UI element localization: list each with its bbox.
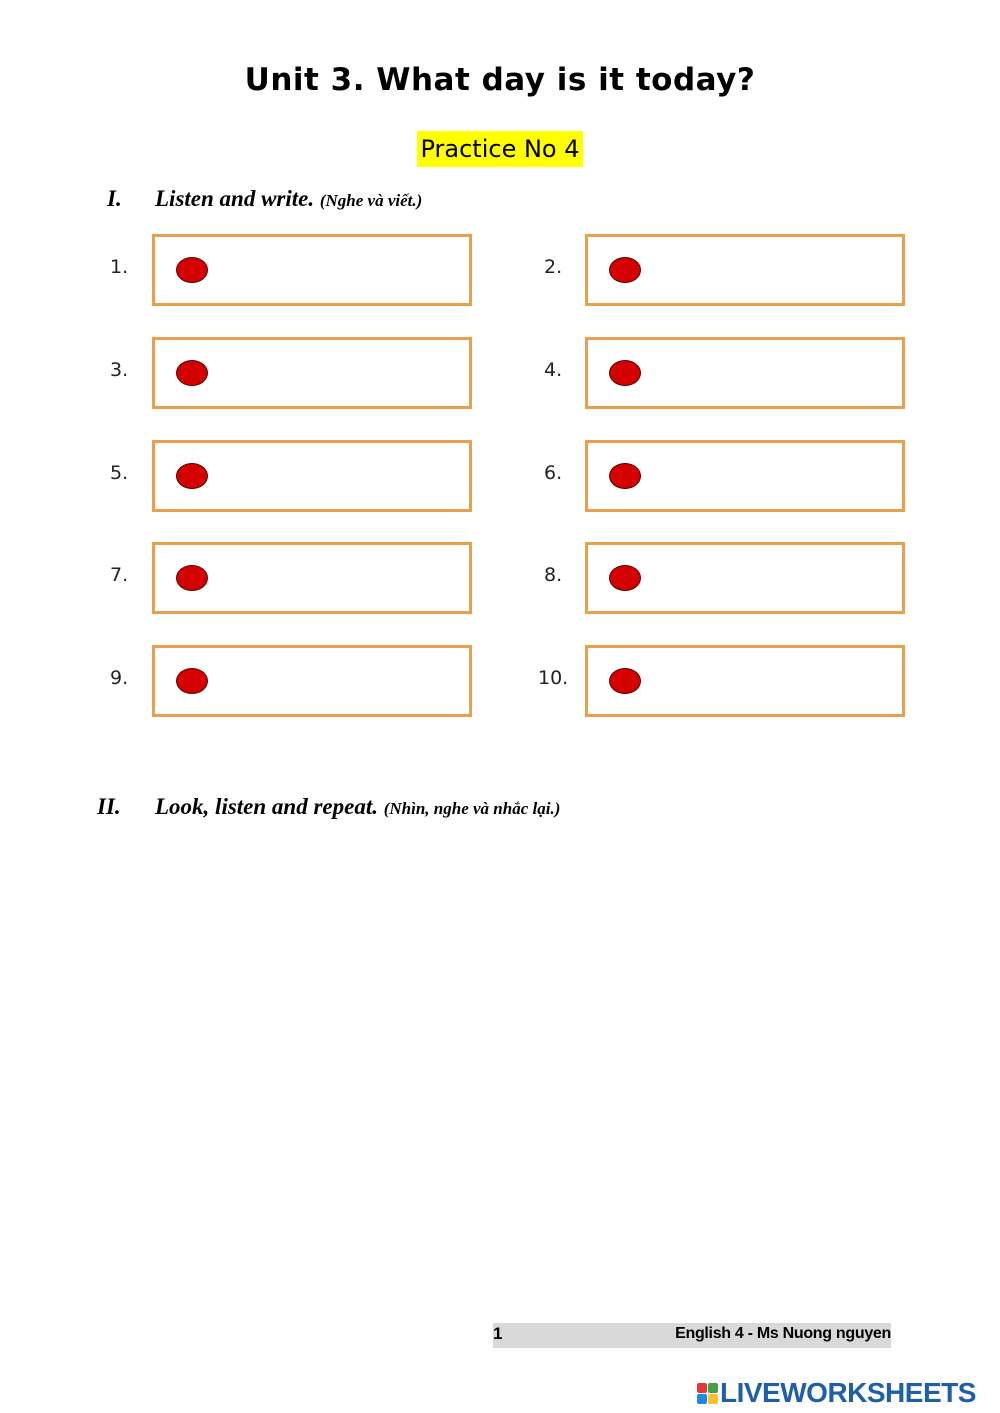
item-number: 2. bbox=[544, 256, 563, 278]
page-footer bbox=[493, 1323, 891, 1348]
record-button-icon[interactable] bbox=[176, 257, 208, 283]
section-1-number: I. bbox=[107, 186, 122, 211]
practice-subtitle: Practice No 4 bbox=[417, 131, 582, 167]
answer-box-5[interactable] bbox=[152, 440, 472, 512]
item-number: 10. bbox=[538, 667, 569, 689]
record-button-icon[interactable] bbox=[176, 463, 208, 489]
page-number: 1 bbox=[493, 1324, 503, 1343]
section-2-heading bbox=[97, 794, 561, 820]
answer-box-2[interactable] bbox=[585, 234, 905, 306]
logo-icon bbox=[697, 1383, 718, 1404]
section-1-heading bbox=[107, 186, 423, 212]
section-1-title: Listen and write. bbox=[155, 186, 315, 211]
section-2-note: (Nhìn, nghe và nhắc lại.) bbox=[383, 799, 561, 818]
footer-credit: English 4 - Ms Nuong nguyen bbox=[675, 1325, 891, 1342]
item-number: 5. bbox=[110, 462, 129, 484]
answer-box-4[interactable] bbox=[585, 337, 905, 409]
section-2-title: Look, listen and repeat. bbox=[155, 794, 378, 819]
section-1-note: (Nghe và viết.) bbox=[319, 191, 423, 210]
answer-box-1[interactable] bbox=[152, 234, 472, 306]
record-button-icon[interactable] bbox=[609, 668, 641, 694]
item-number: 6. bbox=[544, 462, 563, 484]
item-number: 3. bbox=[110, 359, 129, 381]
answer-box-3[interactable] bbox=[152, 337, 472, 409]
answer-box-9[interactable] bbox=[152, 645, 472, 717]
item-number: 1. bbox=[110, 256, 129, 278]
answer-box-10[interactable] bbox=[585, 645, 905, 717]
record-button-icon[interactable] bbox=[609, 565, 641, 591]
record-button-icon[interactable] bbox=[176, 565, 208, 591]
item-number: 4. bbox=[544, 359, 563, 381]
record-button-icon[interactable] bbox=[176, 360, 208, 386]
record-button-icon[interactable] bbox=[609, 360, 641, 386]
item-number: 8. bbox=[544, 564, 563, 586]
page-title: Unit 3. What day is it today? bbox=[244, 62, 756, 98]
record-button-icon[interactable] bbox=[176, 668, 208, 694]
section-2-number: II. bbox=[97, 794, 121, 819]
liveworksheets-logo[interactable] bbox=[697, 1376, 976, 1410]
brand-name: LIVEWORKSHEETS bbox=[720, 1377, 976, 1408]
answer-box-6[interactable] bbox=[585, 440, 905, 512]
record-button-icon[interactable] bbox=[609, 463, 641, 489]
item-number: 7. bbox=[110, 564, 129, 586]
answer-box-7[interactable] bbox=[152, 542, 472, 614]
record-button-icon[interactable] bbox=[609, 257, 641, 283]
item-number: 9. bbox=[110, 667, 129, 689]
answer-box-8[interactable] bbox=[585, 542, 905, 614]
